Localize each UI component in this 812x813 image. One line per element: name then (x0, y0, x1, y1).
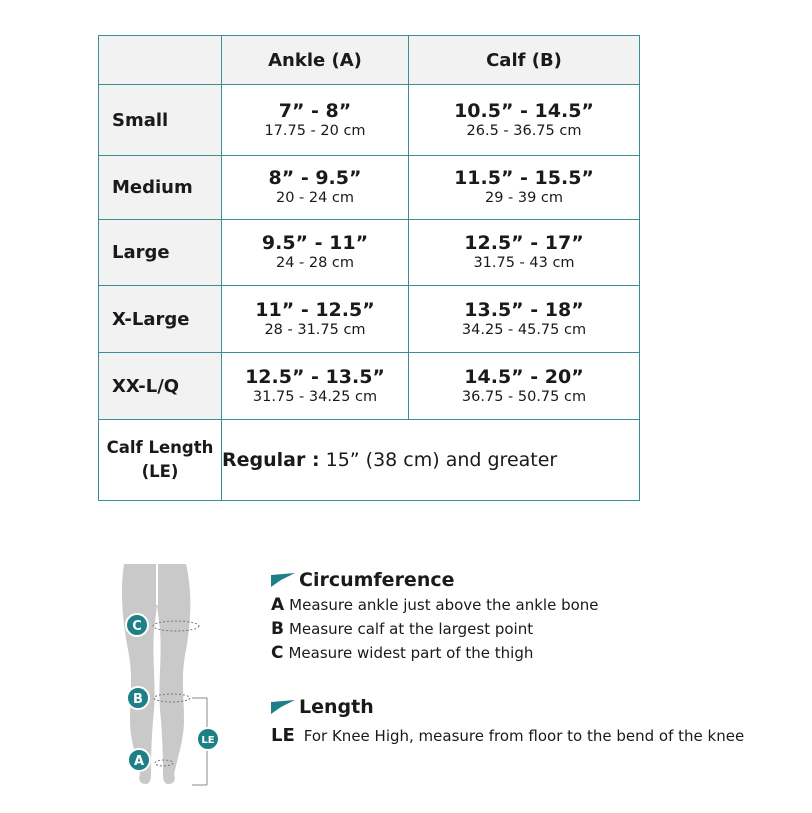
table-row (99, 156, 640, 220)
calf-cell (409, 85, 640, 156)
calf-cm: 29 - 39 cm (484, 190, 564, 206)
calf-cell (409, 220, 640, 286)
calf-length-row (99, 420, 640, 501)
ankle-cell (222, 286, 409, 353)
size-label: Large (99, 220, 222, 286)
ankle-inches: 9.5” - 11” (261, 232, 369, 254)
flag-icon (271, 700, 295, 714)
legend-letter: A (271, 595, 285, 615)
calf-inches: 10.5” - 14.5” (454, 99, 594, 122)
calf-cm: 34.25 - 45.75 cm (461, 321, 587, 338)
legend-item-b (271, 617, 599, 641)
calf-cell (409, 353, 640, 420)
calf-length-label-line2: (LE) (141, 462, 179, 481)
legend-text: Measure widest part of the thigh (288, 644, 534, 662)
calf-length-value (222, 420, 640, 501)
calf-length-regular-label: Regular : (222, 449, 320, 471)
calf-inches: 14.5” - 20” (464, 365, 584, 388)
table-row (99, 85, 640, 156)
legend-text: Measure calf at the largest point (288, 620, 534, 638)
size-label: X-Large (99, 286, 222, 353)
legend-item-a (271, 593, 599, 617)
calf-cm: 36.75 - 50.75 cm (461, 388, 587, 405)
calf-length-label (99, 420, 222, 501)
calf-cell (409, 286, 640, 353)
legend-letter: C (271, 643, 284, 663)
ankle-cm: 17.75 - 20 cm (264, 122, 366, 139)
table-row (99, 286, 640, 353)
ankle-cell (222, 85, 409, 156)
calf-length-label-line1: Calf Length (106, 438, 214, 457)
ankle-inches: 12.5” - 13.5” (245, 365, 385, 388)
marker-a-icon (128, 749, 150, 771)
size-label: XX-L/Q (99, 353, 222, 420)
ankle-cell (222, 353, 409, 420)
marker-b-icon (127, 687, 149, 709)
calf-inches: 12.5” - 17” (464, 232, 584, 254)
marker-le-icon (197, 728, 219, 750)
legend-text: For Knee High, measure from floor to the bend of the knee (303, 727, 745, 745)
legend-letter: B (271, 619, 284, 639)
calf-inches: 11.5” - 15.5” (454, 167, 594, 189)
ankle-cell (222, 220, 409, 286)
size-label: Medium (99, 156, 222, 220)
length-title-text: Length (299, 696, 374, 718)
size-chart-table (98, 35, 640, 501)
svg-text:C: C (132, 619, 142, 634)
calf-cell (409, 156, 640, 220)
marker-c-icon (126, 614, 148, 636)
svg-text:A: A (133, 754, 145, 769)
table-header-row (99, 36, 640, 85)
length-legend (271, 696, 744, 748)
table-row (99, 220, 640, 286)
legs-measurement-figure (100, 560, 225, 792)
ankle-cm: 28 - 31.75 cm (264, 321, 366, 338)
circumference-legend (271, 569, 599, 665)
legend-text: Measure ankle just above the ankle bone (289, 596, 599, 614)
ankle-cell (222, 156, 409, 220)
ankle-cm: 20 - 24 cm (275, 190, 355, 206)
header-corner (99, 36, 222, 85)
legend-letter: LE (271, 725, 295, 746)
header-calf: Calf (B) (409, 36, 640, 85)
size-label: Small (99, 85, 222, 156)
calf-inches: 13.5” - 18” (464, 298, 584, 321)
ankle-inches: 11” - 12.5” (255, 298, 375, 321)
legend-item-c (271, 641, 599, 665)
legend-item-le (271, 724, 744, 748)
svg-text:LE: LE (201, 735, 215, 746)
ankle-cm: 31.75 - 34.25 cm (252, 388, 378, 405)
ankle-inches: 8” - 9.5” (268, 167, 362, 189)
calf-cm: 26.5 - 36.75 cm (466, 122, 582, 139)
flag-icon (271, 573, 295, 587)
circumference-title-text: Circumference (299, 569, 455, 591)
calf-length-regular-value: 15” (38 cm) and greater (325, 449, 558, 471)
circumference-title (271, 569, 599, 591)
ankle-inches: 7” - 8” (278, 99, 352, 122)
ankle-cm: 24 - 28 cm (275, 255, 355, 271)
svg-text:B: B (133, 692, 143, 707)
table-row (99, 353, 640, 420)
calf-cm: 31.75 - 43 cm (473, 255, 575, 271)
length-title (271, 696, 744, 718)
header-ankle: Ankle (A) (222, 36, 409, 85)
